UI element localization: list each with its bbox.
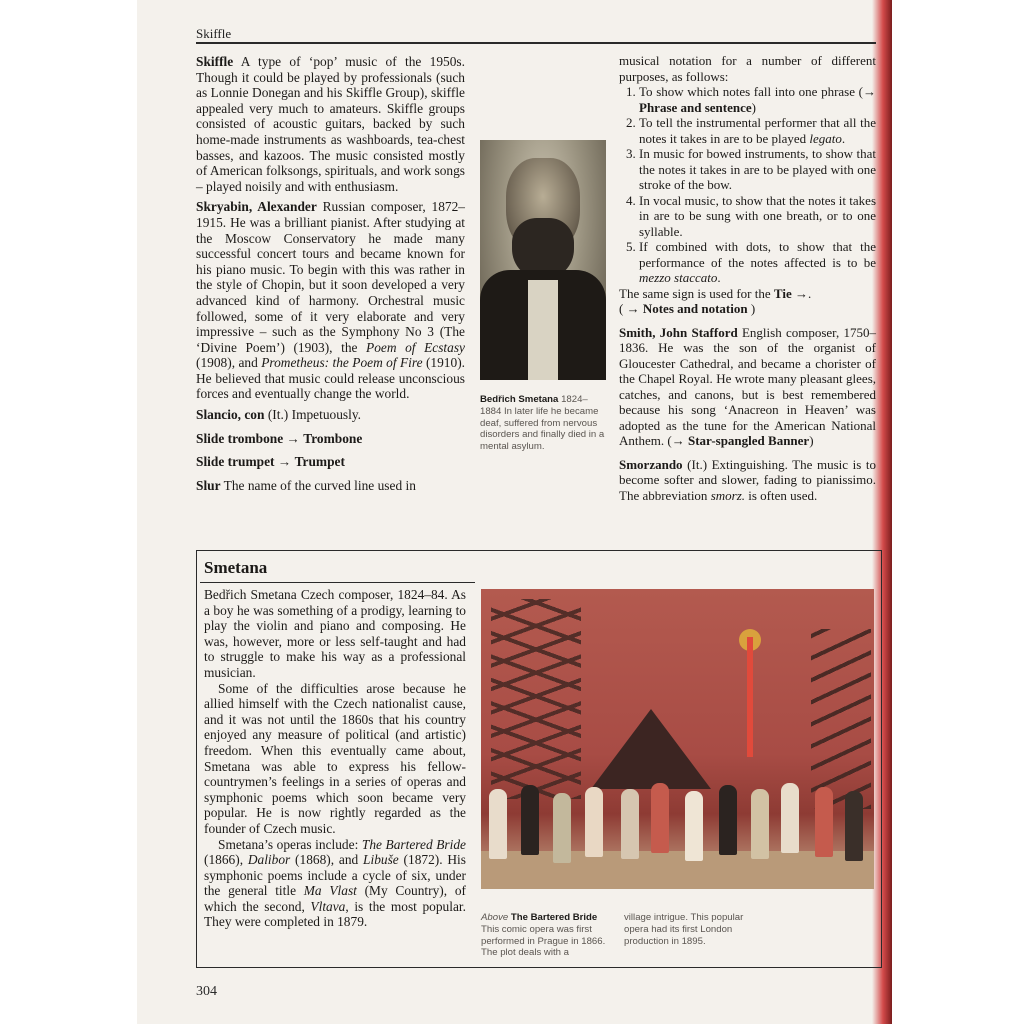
cross-ref: → Phrase and sentence <box>639 84 876 115</box>
dancer-figure <box>751 789 769 859</box>
entry-text: ) <box>809 433 814 448</box>
box-title-rule <box>200 582 475 583</box>
header-rule <box>196 42 876 44</box>
entry-term: Slur <box>196 477 221 493</box>
stage-caption-part-2: village intrigue. This popular opera had its first London production in 1895. <box>624 912 744 947</box>
box-paragraph: Bedřich Smetana Czech composer, 1824–84. As a boy he was something of a prodigy, learning to play the violin and piano and composing. He was, however, more or less self-taught and had to struggle to make his way as a professional musician. <box>204 587 466 680</box>
entry-text: is often used. <box>745 487 818 503</box>
page-number: 304 <box>196 984 217 999</box>
item-text: To show which notes fall into one phrase ( <box>639 84 863 99</box>
slur-continued: musical notation for a number of different purposes, as follows: <box>619 53 876 84</box>
list-item <box>639 193 876 240</box>
work-title: Poem of Ecstasy <box>366 339 465 355</box>
work-title: Libuše <box>363 852 399 868</box>
bartered-bride-stage-photo <box>481 589 874 889</box>
item-text: To tell the instrumental performer that all the notes it takes in are to be played <box>639 115 876 146</box>
item-text: In vocal music, to show that the notes it takes in are to be sung with one breath, or to one syllable. <box>639 192 876 239</box>
caption-position: Above <box>481 912 509 923</box>
entry-term: Slancio, con <box>196 407 265 423</box>
para-text: (1868), and <box>290 852 364 868</box>
cross-ref: → Star-spangled Banner <box>671 433 810 448</box>
entry-text: English composer, 1750–1836. He was the son of the organist of Gloucester Cathedral, and became a chorister of the Chapel Royal. He wrote many pleasant glees, catches, and canons, but is best remembered because his song ‘Anacreon in Heaven’ was adopted as the tune for the American National Anthem. ( <box>619 324 876 448</box>
box-paragraph <box>204 837 466 931</box>
dancer-figure <box>719 785 737 855</box>
stage-caption-part-1 <box>481 912 611 959</box>
cross-ref-arrow: → <box>277 454 292 470</box>
cross-ref: → Notes and notation <box>626 301 748 316</box>
para-text: Smetana’s operas include: <box>218 836 362 852</box>
caption-text: This comic opera was first performed in Prague in 1866. The plot deals with a <box>481 923 606 959</box>
entry-text: (1910). He believed that music could release unconscious forces and eventually change the world. <box>196 355 465 402</box>
cross-ref: Tie → <box>773 285 808 301</box>
entry-text: (1908), and <box>196 355 262 371</box>
entry-smith <box>619 325 876 449</box>
item-text: . <box>841 130 846 146</box>
stage-scenery-roof <box>591 709 711 789</box>
entry-text: . <box>807 285 812 301</box>
para-text: , is the most popular. They were completed in 1879. <box>204 898 466 930</box>
dancer-figure <box>489 789 507 859</box>
item-text: . <box>717 270 721 285</box>
entry-term: Skiffle <box>196 54 234 69</box>
entry-text: The name of the curved line used in <box>223 477 416 493</box>
item-text: In music for bowed instruments, to show that the notes it takes in are to be played with one stroke of the bow. <box>639 146 876 192</box>
caption-name: Bedřich Smetana <box>480 394 559 405</box>
stage-scenery-right <box>811 629 871 809</box>
cross-ref-arrow: → <box>286 430 300 446</box>
box-text <box>204 587 466 930</box>
notes-ref-line <box>619 301 876 317</box>
entry-text: A type of ‘pop’ music of the 1950s. Though it could be played by professionals (such as Lonnie Donegan and his Skiffle Group), skiffle appealed very much to amateurs. Skiffle groups consisted of acoustic guitars, backed by such home-made instruments as washboards, tea-chest basses, and kazoos. The music consisted mostly of American folksongs, spirituals, and work songs – played noisily and with enthusiasm. <box>196 54 465 194</box>
para-text: (1872). His symphonic poems include a cycle of six, under the general title <box>204 852 466 899</box>
list-item <box>639 84 876 115</box>
entry-slide-trumpet <box>196 454 465 470</box>
paren: ) <box>750 301 756 316</box>
work-title: Prometheus: the Poem of Fire <box>261 355 423 371</box>
dancer-figure <box>585 787 603 857</box>
entry-term: Slide trumpet <box>196 454 275 470</box>
para-text: (1866), <box>204 852 248 868</box>
entry-term: Slide trombone <box>196 430 284 446</box>
maypole <box>747 637 753 757</box>
item-text: ) <box>751 99 757 115</box>
caption-text: 1824–1884 In later life he became deaf, suffered from nervous disorders and finally died in a mental asylum. <box>480 394 605 453</box>
portrait-caption <box>480 394 606 453</box>
italic-term: smorz. <box>710 487 746 503</box>
dancer-figure <box>621 789 639 859</box>
entry-skiffle <box>196 54 465 194</box>
work-title: The Bartered Bride <box>361 836 466 852</box>
list-item <box>639 115 876 146</box>
dancer-figure <box>845 791 863 861</box>
tie-line <box>619 286 876 302</box>
work-title: Ma Vlast <box>303 883 357 899</box>
dancer-figure <box>781 783 799 853</box>
entry-smorzando <box>619 457 876 504</box>
left-column <box>196 54 465 498</box>
right-column <box>619 53 876 508</box>
dancer-figure <box>521 785 539 855</box>
caption-title: The Bartered Bride <box>510 912 598 923</box>
list-item <box>639 146 876 193</box>
slur-uses-list <box>619 84 876 286</box>
smetana-portrait-photo <box>480 140 606 380</box>
entry-slide-trombone <box>196 431 465 447</box>
entry-text: (It.) Impetuously. <box>267 407 362 423</box>
box-paragraph: Some of the difficulties arose because he allied himself with the Czech nationalist cause, and it was not until the 1860s that his country enjoyed any measure of political (and artistic) freedom. When this eventually came about, Smetana was able to express his fellow-countrymen’s feelings in a series of operas and symphonic poems which soon became very popular. He is now rightly regarded as the founder of Czech music. <box>204 680 466 836</box>
italic-term: mezzo staccato <box>639 270 718 285</box>
entry-term: Smith, John Stafford <box>619 324 738 340</box>
cross-ref: Trumpet <box>294 454 345 470</box>
dancer-figure <box>815 787 833 857</box>
work-title: Vltava <box>310 898 346 914</box>
dancer-figure <box>685 791 703 861</box>
running-head: Skiffle <box>196 26 232 41</box>
entry-skryabin <box>196 199 465 402</box>
paren: ( <box>619 301 624 316</box>
portrait-shirt <box>528 280 558 380</box>
entry-term: Smorzando <box>619 456 683 472</box>
entry-text: Russian composer, 1872–1915. He was a brilliant pianist. After studying at the Moscow Conservatory he made many successful concert tours and became known for his piano music. To begin with this was rather in the style of Chopin, but it soon developed a very advanced kind of harmony. Orchestral music followed, some of it very elaborate and very impressive – such as the Symphony No 3 (The ‘Divine Poem’) (1903), the <box>196 199 465 355</box>
entry-text: The same sign is used for the <box>619 285 774 301</box>
para-text: (My Country), of which the second, <box>204 883 466 914</box>
entry-text: (It.) Extinguishing. The music is to become softer and slower, fading to pianissimo. The abbreviation <box>619 456 877 503</box>
italic-term: legato <box>809 130 842 146</box>
work-title: Dalibor <box>247 852 291 868</box>
item-text: If combined with dots, to show that the performance of the notes affected is to be <box>639 239 876 270</box>
entry-slancio <box>196 407 465 423</box>
cross-ref: Trombone <box>303 430 363 446</box>
box-title: Smetana <box>204 558 268 577</box>
entry-slur <box>196 478 465 494</box>
dancer-figure <box>553 793 571 863</box>
stage-scenery-left <box>491 599 581 799</box>
list-item <box>639 239 876 286</box>
dancer-figure <box>651 783 669 853</box>
entry-term: Skryabin, Alexander <box>196 199 317 215</box>
